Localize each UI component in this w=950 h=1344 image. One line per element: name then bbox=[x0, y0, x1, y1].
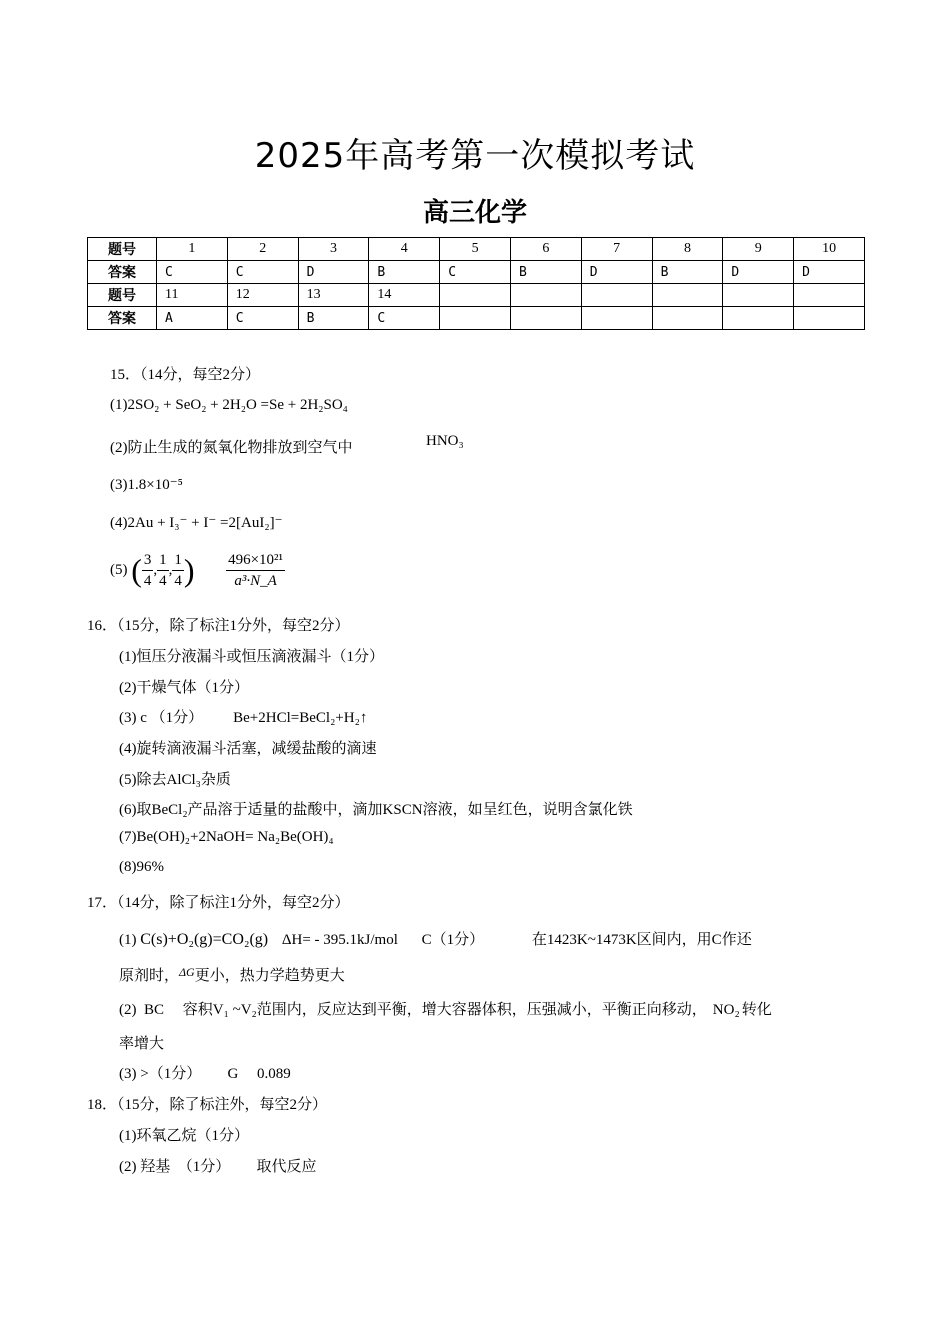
q15-formula-2: HNO₃ bbox=[426, 433, 464, 449]
q17-label-1: (1) bbox=[119, 932, 137, 948]
table-cell: D bbox=[723, 261, 794, 284]
q17-text-3: (2) BC 容积 bbox=[119, 1002, 213, 1018]
table-cell: 6 bbox=[510, 238, 581, 261]
table-cell: 3 bbox=[298, 238, 369, 261]
q16-line: (8)96% bbox=[119, 859, 164, 875]
table-cell: 14 bbox=[369, 284, 440, 307]
answer-table bbox=[87, 237, 865, 330]
q18-header: 18．（15分，除了标注外，每空2分） bbox=[87, 1097, 328, 1113]
table-cell bbox=[652, 284, 723, 307]
q17-temperature-text: 在1423K~1473K区间内，用C作还 bbox=[531, 932, 752, 948]
table-cell: 8 bbox=[652, 238, 723, 261]
q15-label-1: (1) bbox=[110, 397, 128, 413]
table-cell bbox=[723, 307, 794, 330]
q15-answer-1 bbox=[110, 397, 348, 414]
q18-line: (2) 羟基 （1分） 取代反应 bbox=[119, 1159, 317, 1175]
row-label: 答案 bbox=[88, 261, 157, 284]
table-cell: 12 bbox=[227, 284, 298, 307]
q16-line: (5)除去AlCl₃杂质 bbox=[119, 772, 231, 788]
q17-header: 17．（14分，除了标注1分外，每空2分） bbox=[87, 895, 350, 911]
coord-fraction bbox=[172, 550, 184, 591]
table-cell: C bbox=[227, 261, 298, 284]
coord-fraction bbox=[142, 550, 154, 591]
q16-line: (6)取BeCl₂产品溶于适量的盐酸中，滴加KSCN溶液，如呈红色，说明含氯化铁 bbox=[119, 802, 633, 818]
table-cell bbox=[581, 307, 652, 330]
open-paren: ( bbox=[131, 552, 142, 588]
q17-text-2: 原剂时， bbox=[119, 968, 180, 984]
table-cell bbox=[581, 284, 652, 307]
table-cell: B bbox=[369, 261, 440, 284]
table-cell: 13 bbox=[298, 284, 369, 307]
q17-line-3 bbox=[119, 998, 772, 1019]
table-cell: 1 bbox=[157, 238, 228, 261]
q15-answer-2 bbox=[110, 436, 353, 457]
q17-delta-g: ΔG bbox=[179, 965, 195, 979]
table-cell: C bbox=[369, 307, 440, 330]
table-cell: D bbox=[298, 261, 369, 284]
table-cell: B bbox=[298, 307, 369, 330]
frac-num: 3 bbox=[142, 550, 154, 571]
table-cell: 11 bbox=[157, 284, 228, 307]
q17-line-4: 率增大 bbox=[119, 1036, 165, 1052]
q17-text-3b: 范围内，反应达到平衡，增大容器体积，压强减小，平衡正向移动， bbox=[256, 1002, 707, 1018]
close-paren: ) bbox=[183, 552, 195, 588]
page-title: 2025年高考第一次模拟考试 bbox=[254, 136, 696, 176]
q17-answer-c: C（1分） bbox=[421, 932, 485, 948]
row-label: 题号 bbox=[88, 238, 157, 261]
q17-text-2b: 更小，热力学趋势更大 bbox=[194, 968, 345, 984]
density-denominator: a³·N_A bbox=[234, 573, 277, 589]
table-cell bbox=[794, 284, 865, 307]
page-subtitle: 高三化学 bbox=[422, 198, 527, 228]
table-cell: 2 bbox=[227, 238, 298, 261]
table-row bbox=[88, 307, 865, 330]
q15-answer-5: (5) ( $\frac{3}{4}$ , $\frac{1}{4}$ , $\frac{1}{4}$ ) $\frac{\text{496×10²¹}}{\text{a³·N\_A}}$ bbox=[110, 552, 284, 589]
q18-line: (1)环氧乙烷（1分） bbox=[119, 1128, 249, 1144]
frac-num: 1 bbox=[172, 550, 184, 571]
q15-equation-1: 2SO₂ + SeO₂ + 2H₂O =Se + 2H₂SO₄ bbox=[127, 397, 348, 413]
row-label: 答案 bbox=[88, 307, 157, 330]
q17-volume-range: V₁ ~V₂ bbox=[212, 1002, 257, 1018]
table-cell: B bbox=[510, 261, 581, 284]
coord-fraction bbox=[157, 550, 169, 591]
q17-line-1 bbox=[119, 928, 752, 949]
density-numerator: 496×10²¹ bbox=[226, 550, 285, 571]
table-row bbox=[88, 284, 865, 307]
q15-answer-3: (3)1.8×10⁻⁵ bbox=[110, 477, 183, 493]
table-row bbox=[88, 238, 865, 261]
q15-answer-4 bbox=[110, 513, 282, 532]
table-cell bbox=[510, 284, 581, 307]
q17-line-2 bbox=[119, 964, 345, 985]
table-cell bbox=[440, 307, 511, 330]
table-cell: C bbox=[157, 261, 228, 284]
frac-den: 4 bbox=[174, 573, 182, 589]
table-cell bbox=[794, 307, 865, 330]
table-cell: D bbox=[794, 261, 865, 284]
table-cell: 4 bbox=[369, 238, 440, 261]
frac-den: 4 bbox=[143, 573, 152, 589]
q15-label-4: (4) bbox=[110, 515, 128, 531]
q16-header: 16．（15分，除了标注1分外，每空2分） bbox=[87, 618, 350, 634]
table-cell: A bbox=[157, 307, 228, 330]
density-fraction bbox=[226, 550, 285, 591]
frac-num: 1 bbox=[157, 550, 169, 571]
table-row bbox=[88, 261, 865, 284]
table-cell: 10 bbox=[794, 238, 865, 261]
table-cell: B bbox=[652, 261, 723, 284]
table-cell: D bbox=[581, 261, 652, 284]
table-cell bbox=[652, 307, 723, 330]
q16-line: (3) c （1分） Be+2HCl=BeCl₂+H₂↑ bbox=[119, 710, 368, 726]
table-cell bbox=[723, 284, 794, 307]
q17-line-5: (3) >（1分） G 0.089 bbox=[119, 1066, 291, 1082]
frac-den: 4 bbox=[159, 573, 167, 589]
q17-no2: NO₂ bbox=[712, 1002, 740, 1018]
q17-enthalpy: ΔH= - 395.1kJ/mol bbox=[281, 932, 398, 948]
table-cell: 5 bbox=[440, 238, 511, 261]
q17-equation: C(s)+O₂(g)=CO₂(g) bbox=[140, 931, 269, 948]
q15-label-5: (5) bbox=[110, 562, 128, 578]
q16-line: (1)恒压分液漏斗或恒压滴液漏斗（1分） bbox=[119, 649, 384, 665]
q15-equation-4: 2Au + I₃⁻ + I⁻ =2[AuI₂]⁻ bbox=[127, 515, 283, 531]
table-cell: 7 bbox=[581, 238, 652, 261]
table-cell: 9 bbox=[723, 238, 794, 261]
table-cell bbox=[440, 284, 511, 307]
q15-header: 15．（14分，每空2分） bbox=[110, 367, 261, 383]
table-cell: C bbox=[440, 261, 511, 284]
table-cell bbox=[510, 307, 581, 330]
q16-line: (7)Be(OH)₂+2NaOH= Na₂Be(OH)₄ bbox=[119, 829, 334, 845]
table-cell: C bbox=[227, 307, 298, 330]
q15-text-2: (2)防止生成的氮氧化物排放到空气中 bbox=[110, 440, 353, 456]
row-label: 题号 bbox=[88, 284, 157, 307]
q16-line: (4)旋转滴液漏斗活塞，减缓盐酸的滴速 bbox=[119, 741, 377, 757]
q16-line: (2)干燥气体（1分） bbox=[119, 680, 249, 696]
q17-text-3c: 转化 bbox=[741, 1002, 772, 1018]
